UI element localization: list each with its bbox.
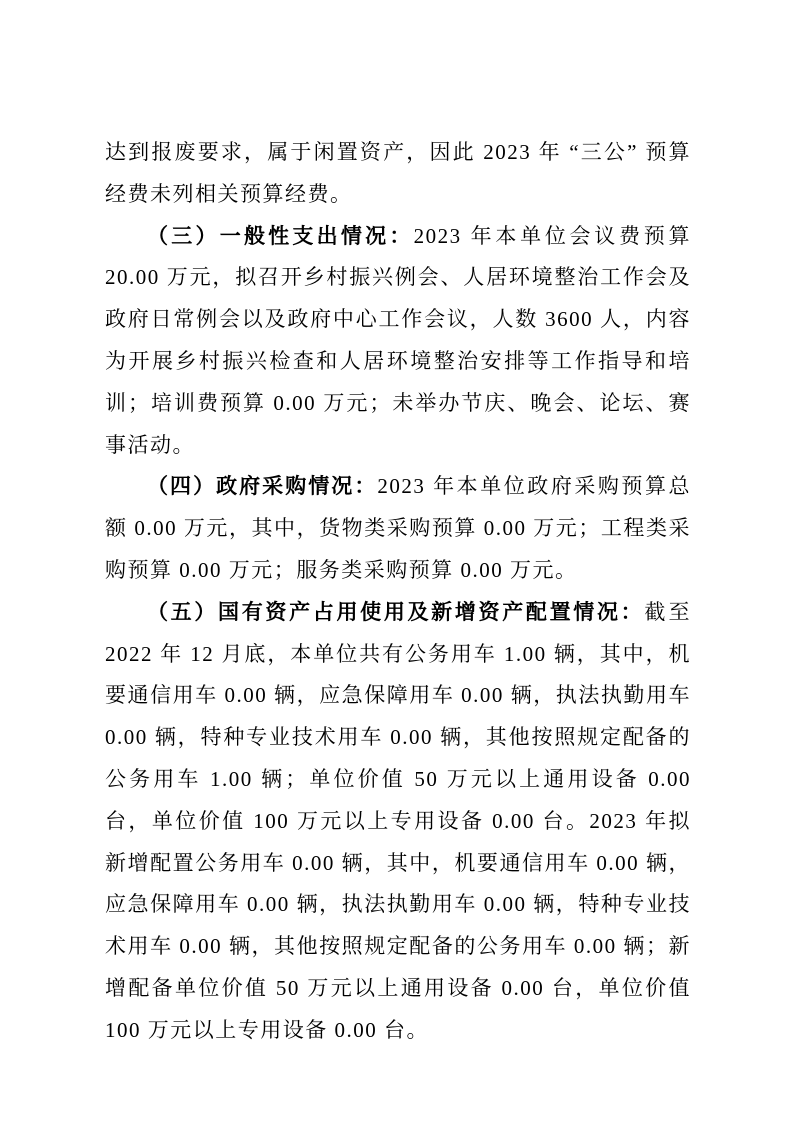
paragraph-section-government-procurement — [105, 466, 691, 591]
paragraph-continuation-text: 达到报废要求，属于闲置资产，因此 2023 年 “三公” 预算经费未列相关预算经费。 — [105, 140, 691, 206]
section-3-text: 2023 年本单位会议费预算 20.00 万元，拟召开乡村振兴例会、人居环境整治工作会及政府日常例会以及政府中心工作会议，人数 3600 人，内容为开展乡村振兴检查和人居环境整治安排等工作指导和培训；培训费预算 0.00 万元；未举办节庆、晚会、论坛、赛事活动。 — [105, 223, 692, 457]
section-5-text: 截至 2022 年 12 月底，本单位共有公务用车 1.00 辆，其中，机要通信用车 0.00 辆，应急保障用车 0.00 辆，执法执勤用车 0.00 辆，特种专业技术用车 0.00 辆，其他按照规定配备的公务用车 1.00 辆；单位价值 50 万元以上通用设备 0.00 台，单位价值 100 万元以上专用设备 0.00 台。2023 年拟新增配置公务用车 0.00 辆，其中，机要通信用车 0.00 辆，应急保障用车 0.00 辆，执法执勤用车 0.00 辆，特种专业技术用车 0.00 辆，其他按照规定配备的公务用车 0.00 辆；新增配备单位价值 50 万元以上通用设备 0.00 台，单位价值 100 万元以上专用设备 0.00 台。 — [105, 599, 692, 1042]
document-content — [105, 132, 691, 1052]
paragraph-section-state-assets — [105, 592, 691, 1052]
section-5-heading: （五）国有资产占用使用及新增资产配置情况： — [147, 600, 645, 624]
paragraph-continuation — [105, 132, 691, 216]
section-3-heading: （三）一般性支出情况： — [147, 224, 414, 248]
section-4-text: 2023 年本单位政府采购预算总额 0.00 万元，其中，货物类采购预算 0.00 万元；工程类采购预算 0.00 万元；服务类采购预算 0.00 万元。 — [105, 474, 692, 582]
section-4-heading: （四）政府采购情况： — [147, 475, 378, 499]
paragraph-section-general-expenditure — [105, 216, 691, 467]
